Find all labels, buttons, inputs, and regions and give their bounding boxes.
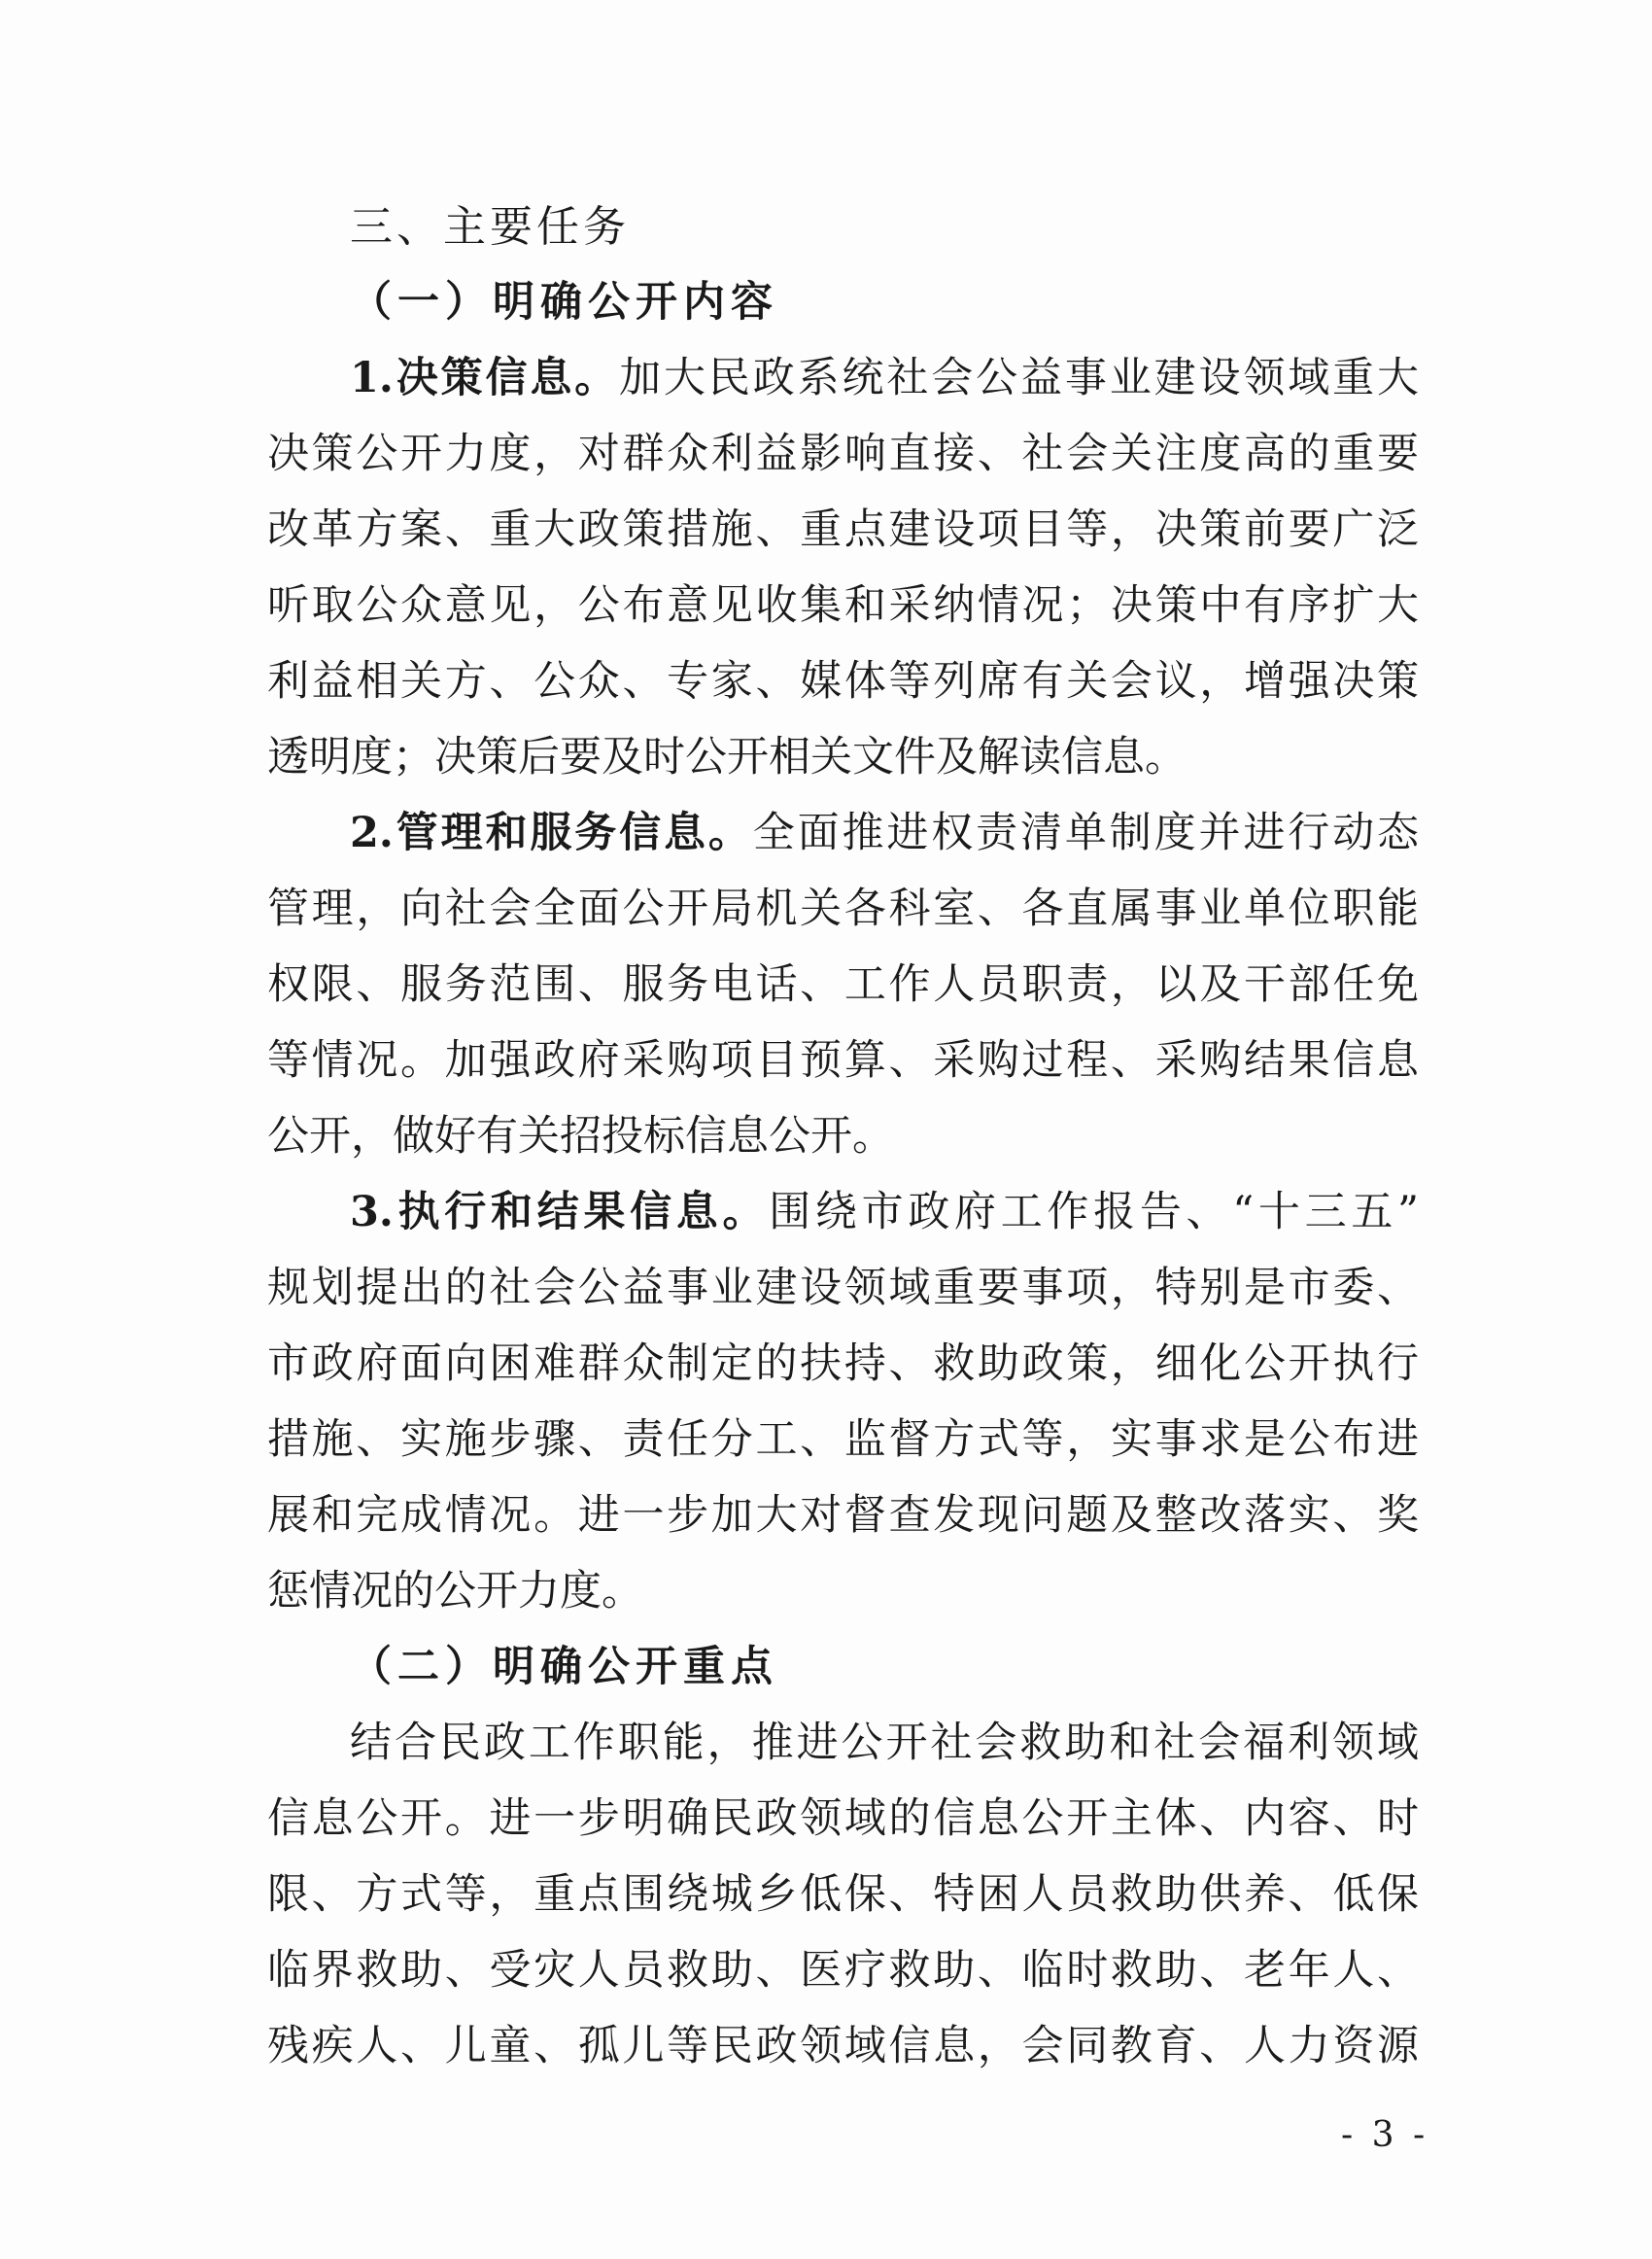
paragraph-1-first-text: 加大民政系统社会公益事业建设领域重大 xyxy=(619,354,1420,402)
paragraph-4-line-4: 临界救助、受灾人员救助、医疗救助、临时救助、老年人、 xyxy=(267,1946,1419,1995)
paragraph-3-line-1 xyxy=(350,1174,1419,1250)
paragraph-2-first-text: 全面推进权责清单制度并进行动态 xyxy=(752,809,1420,857)
paragraph-4-line-3: 限、方式等，重点围绕城乡低保、特困人员救助供养、低保 xyxy=(267,1870,1419,1919)
subsection-title-2: （二）明确公开重点 xyxy=(350,1643,778,1691)
paragraph-4-line-5: 残疾人、儿童、孤儿等民政领域信息，会同教育、人力资源 xyxy=(267,2022,1419,2070)
paragraph-3-line-4: 措施、实施步骤、责任分工、监督方式等，实事求是公布进 xyxy=(267,1415,1419,1464)
page-number: - 3 - xyxy=(1341,2115,1429,2155)
subsection-title-1: （一）明确公开内容 xyxy=(350,278,778,327)
paragraph-3-line-5: 展和完成情况。进一步加大对督查发现问题及整改落实、奖 xyxy=(267,1491,1419,1540)
paragraph-1-line-1 xyxy=(350,340,1419,416)
paragraph-3-first-text: 围绕市政府工作报告、“十三五” xyxy=(769,1188,1420,1236)
paragraph-3-line-2: 规划提出的社会公益事业建设领域重要事项，特别是市委、 xyxy=(267,1264,1419,1312)
paragraph-2-line-3: 权限、服务范围、服务电话、工作人员职责，以及干部任免 xyxy=(267,960,1419,1009)
paragraph-2-lead: 2.管理和服务信息。 xyxy=(350,809,753,857)
paragraph-1-line-5: 利益相关方、公众、专家、媒体等列席有关会议，增强决策 xyxy=(267,657,1419,706)
paragraph-1-lead: 1.决策信息。 xyxy=(350,354,620,402)
paragraph-1-line-4: 听取公众意见，公布意见收集和采纳情况；决策中有序扩大 xyxy=(267,581,1419,630)
paragraph-3-line-3: 市政府面向困难群众制定的扶持、救助政策，细化公开执行 xyxy=(267,1339,1419,1388)
paragraph-4-line-2: 信息公开。进一步明确民政领域的信息公开主体、内容、时 xyxy=(267,1794,1419,1843)
paragraph-3-lead: 3.执行和结果信息。 xyxy=(350,1188,770,1236)
paragraph-3-line-6: 惩情况的公开力度。 xyxy=(267,1567,643,1616)
paragraph-2-line-2: 管理，向社会全面公开局机关各科室、各直属事业单位职能 xyxy=(267,885,1419,933)
paragraph-4-line-1: 结合民政工作职能，推进公开社会救助和社会福利领域 xyxy=(350,1719,1419,1767)
paragraph-2-line-1 xyxy=(350,795,1419,871)
paragraph-2-line-4: 等情况。加强政府采购项目预算、采购过程、采购结果信息 xyxy=(267,1036,1419,1085)
paragraph-1-line-2: 决策公开力度，对群众利益影响直接、社会关注度高的重要 xyxy=(267,430,1419,478)
paragraph-1-line-6: 透明度；决策后要及时公开相关文件及解读信息。 xyxy=(267,733,1187,782)
paragraph-2-line-5: 公开，做好有关招投标信息公开。 xyxy=(267,1112,894,1161)
paragraph-1-line-3: 改革方案、重大政策措施、重点建设项目等，决策前要广泛 xyxy=(267,505,1419,554)
section-title: 三、主要任务 xyxy=(350,202,630,252)
